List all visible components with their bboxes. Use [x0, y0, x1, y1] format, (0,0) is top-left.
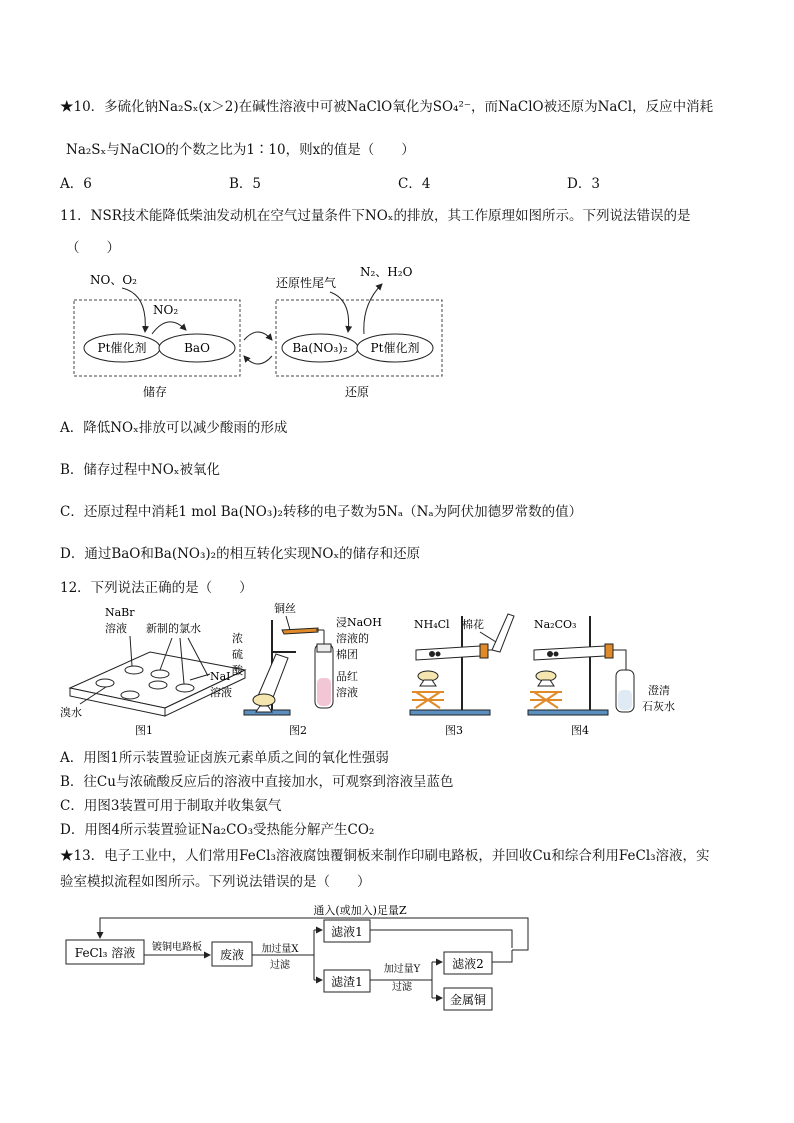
figure-2-apparatus — [232, 601, 382, 737]
q12-option-b: B．往Cu与浓硫酸反应后的溶液中直接加水，可观察到溶液呈蓝色 — [60, 774, 454, 790]
products-arrow — [364, 284, 382, 334]
fig1-nabr-sol-label: 溶液 — [105, 622, 127, 635]
fig2-acid-label-3: 酸 — [232, 664, 243, 677]
flow-add-x-label: 加过量X — [261, 944, 299, 955]
bao-label: BaO — [184, 341, 210, 355]
flow-filtrate1-line — [370, 930, 512, 948]
fig2-acid-label-1: 浓 — [232, 632, 243, 645]
input-arrow — [122, 288, 145, 332]
fig2-fuchsin-label-1: 品红 — [336, 670, 358, 683]
q10-option-a: A．6 — [60, 176, 92, 192]
q10-option-d: D．3 — [567, 176, 600, 192]
flow-filtrate2-label: 滤液2 — [452, 957, 484, 971]
q12-stem: 12．下列说法正确的是（ ） — [60, 580, 253, 596]
fig2-naoh-label-3: 棉团 — [336, 648, 358, 661]
storage-label: 储存 — [142, 385, 168, 399]
fig4-limewater-label-2: 石灰水 — [642, 700, 675, 713]
fig1-chlorine-water-label: 新制的氯水 — [146, 622, 201, 635]
fig2-fuchsin-label-2: 溶液 — [336, 686, 358, 699]
flow-add-y-label: 加过量Y — [383, 964, 421, 975]
fig3-cotton-label: 棉花 — [462, 618, 484, 631]
fig4-caption: 图4 — [571, 724, 589, 737]
q10-option-b: B．5 — [229, 176, 262, 192]
fig2-naoh-label-1: 浸NaOH — [336, 616, 382, 629]
figure-1-spot-plate — [60, 606, 245, 737]
flow-filter-1-label: 过滤 — [270, 960, 290, 971]
q13-stem-line1: ★13．电子工业中，人们常用FeCl₃溶液腐蚀覆铜板来制作印刷电路板，并回收Cu和综合利用FeCl₃溶液，实 — [60, 848, 710, 864]
flow-copper-label: 金属铜 — [449, 993, 487, 1007]
flow-filtrate1-label: 滤液1 — [331, 925, 363, 939]
q11-option-d: D．通过BaO和Ba(NO₃)₂的相互转化实现NOₓ的储存和还原 — [60, 546, 421, 562]
fig1-nai-sol-label: 溶液 — [210, 686, 232, 699]
barium-nitrate-label: Ba(NO₃)₂ — [292, 341, 348, 355]
fig1-nai-label: NaI — [210, 670, 231, 683]
reduction-label: 还原 — [344, 385, 370, 399]
fig2-naoh-label-2: 溶液的 — [336, 632, 369, 645]
reducing-gas-label: 还原性尾气 — [276, 276, 337, 290]
fig2-copper-wire-label: 铜丝 — [274, 602, 296, 615]
q10-option-c: C．4 — [398, 176, 431, 192]
q10-stem-line1: ★10．多硫化钠Na₂Sₓ(x＞2)在碱性溶液中可被NaClO氧化为SO₄²⁻，而NaClO被还原为NaCl，反应中消耗 — [60, 99, 714, 115]
intermediate-gas-label: NO₂ — [153, 303, 179, 317]
q10-stem-line2: Na₂Sₓ与NaClO的个数之比为1∶10，则x的值是（ ） — [66, 142, 415, 158]
no2-arrow — [152, 322, 186, 334]
cycle-arrow-back — [244, 356, 272, 364]
q11-stem-line1: 11．NSR技术能降低柴油发动机在空气过量条件下NOₓ的排放，其工作原理如图所示。下列说法错误的是 — [60, 208, 691, 224]
fig1-bromine-water-label: 溴水 — [60, 706, 82, 719]
flow-residue1-label: 滤渣1 — [331, 975, 363, 989]
catalyst-right-label: Pt催化剂 — [370, 341, 420, 355]
fig4-limewater-label-1: 澄清 — [648, 684, 670, 697]
cycle-arrow-forward — [244, 332, 272, 340]
q11-stem-line2: （ ） — [66, 240, 120, 256]
fig3-caption: 图3 — [445, 724, 463, 737]
fig2-caption: 图2 — [289, 724, 307, 737]
q11-nsr-diagram — [60, 262, 460, 402]
flow-waste-label: 废液 — [219, 948, 245, 962]
fig1-nabr-label: NaBr — [105, 606, 135, 619]
q11-option-a: A．降低NOₓ排放可以减少酸雨的形成 — [60, 420, 288, 436]
q12-figures — [60, 600, 680, 740]
figure-4-apparatus — [528, 616, 675, 737]
figure-3-apparatus — [410, 614, 514, 737]
q13-flow-diagram — [60, 900, 540, 1012]
input-gas-label: NO、O₂ — [90, 273, 137, 287]
flow-etch-label: 镀铜电路板 — [152, 942, 202, 953]
fig3-nh4cl-label: NH₄Cl — [414, 618, 450, 631]
q12-option-c: C．用图3装置可用于制取并收集氨气 — [60, 798, 282, 814]
fig2-acid-label-2: 硫 — [232, 648, 243, 661]
q11-option-b: B．储存过程中NOₓ被氧化 — [60, 462, 221, 478]
flow-filter-2-label: 过滤 — [392, 982, 412, 993]
fig4-na2co3-label: Na₂CO₃ — [534, 618, 577, 631]
products-label: N₂、H₂O — [360, 265, 413, 279]
flow-filtrate2-line — [492, 950, 512, 962]
fig1-caption: 图1 — [135, 724, 153, 737]
reducing-gas-arrow — [330, 292, 349, 332]
catalyst-left-label: Pt催化剂 — [97, 341, 147, 355]
flow-fecl3-label: FeCl₃ 溶液 — [74, 946, 136, 960]
q13-stem-line2: 验室模拟流程如图所示。下列说法错误的是（ ） — [60, 874, 371, 890]
q12-option-a: A．用图1所示装置验证卤族元素单质之间的氧化性强弱 — [60, 750, 389, 766]
flow-recycle-label: 通入(或加入)足量Z — [313, 904, 407, 917]
q11-option-c: C．还原过程中消耗1 mol Ba(NO₃)₂转移的电子数为5Nₐ（Nₐ为阿伏加德罗常数的值） — [60, 504, 583, 520]
q12-option-d: D．用图4所示装置验证Na₂CO₃受热能分解产生CO₂ — [60, 822, 375, 838]
